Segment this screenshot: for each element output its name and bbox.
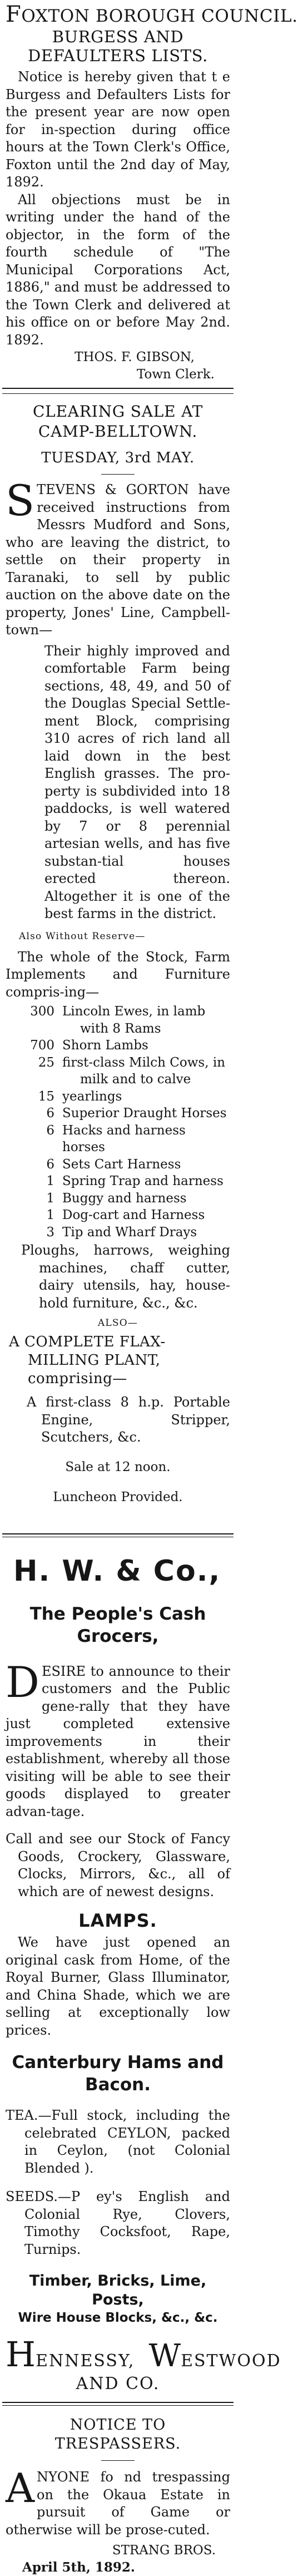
list-item bbox=[6, 1054, 230, 1088]
council-subtitle: BURGESS AND DEFAULTERS LISTS. bbox=[28, 27, 208, 65]
council-title-rest: OXTON BOROUGH COUNCIL. bbox=[21, 6, 298, 26]
stock-count: 15 bbox=[38, 1089, 54, 1104]
sale-farm-description: Their highly improved and comfortable Farm being sections, 48, 49, and 50 of the Douglas Special Settle-ment Block, comprising 310 acres of rich land all laid down in the best English grasses. The pro-perty is subdivided into 18 paddocks, is well watered by 7 or 8 perennial artesian wells, and has five substan-tial houses erected thereon. Altogether it is one of the best farms in the district. bbox=[44, 643, 230, 921]
grocers-call: Call and see our Stock of Fancy Goods, Crockery, Glassware, Clocks, Mirrors, &c., all of which are of newest designs. bbox=[6, 1831, 230, 1899]
sale-flax-items: A first-class 8 h.p. Portable Engine, Stripper, Scutchers, &c. bbox=[27, 1394, 230, 1445]
stock-text: Hacks and harness horses bbox=[62, 1123, 186, 1154]
sale-implements: Ploughs, harrows, weighing machines, chaff cutter, dairy utensils, hay, house-hold furniture, &c., &c. bbox=[21, 1242, 230, 1311]
list-item bbox=[6, 1156, 230, 1173]
trespass-title: NOTICE TO TRESPASSERS. bbox=[54, 2416, 181, 2452]
grocers-ad bbox=[0, 1554, 281, 2399]
sale-stock-list bbox=[6, 1003, 230, 1241]
sale-date: TUESDAY, 3rd MAY. bbox=[41, 450, 195, 466]
grocers-firm-name bbox=[6, 2334, 281, 2399]
council-body-2: All objections must be in writing under the hand of the objector, in the form of the fourth schedule of "The Municipal Corporations Act, 1886," and must be addressed to the Town Clerk and delivered at his office on or before May 2nd. 1892. bbox=[6, 191, 230, 348]
divider bbox=[2, 2405, 234, 2406]
stock-count: 1 bbox=[46, 1208, 54, 1222]
divider bbox=[2, 393, 234, 394]
list-item bbox=[6, 1105, 230, 1122]
list-item bbox=[6, 1207, 230, 1224]
list-item bbox=[6, 1173, 230, 1190]
trespass-signature: STRANG BROS. bbox=[112, 2543, 216, 2558]
trespassers-notice bbox=[0, 2416, 236, 2576]
grocers-company-name: H. W. & Co., bbox=[13, 1554, 221, 1588]
grocers-timber-sub: Wire House Blocks, &c., &c. bbox=[18, 2311, 218, 2325]
trespass-body bbox=[6, 2465, 230, 2539]
stock-text: Spring Trap and harness bbox=[62, 1174, 224, 1188]
grocers-intro-text: ESIRE to announce to their customers and the Public gene-rally that they have just completed extensive improvements in their establishment, whereby all those visiting will be able to see their goods displayed to greater advan-tage. bbox=[6, 1663, 230, 1819]
list-item bbox=[6, 1003, 230, 1037]
list-item bbox=[6, 1190, 230, 1207]
grocers-tagline: The People's Cash Grocers, bbox=[29, 1603, 206, 1646]
stock-count: 25 bbox=[38, 1055, 54, 1070]
stock-text: Dog-cart and Harness bbox=[62, 1208, 205, 1222]
sale-flax-plant: A COMPLETE FLAX-MILLING PLANT, comprising— bbox=[9, 1334, 166, 1387]
grocers-intro bbox=[6, 1657, 230, 1821]
trespass-date: April 5th, 1892. bbox=[22, 2560, 135, 2575]
stock-text: Superior Draught Horses bbox=[62, 1106, 227, 1121]
trespass-dropcap: A bbox=[6, 2465, 34, 2511]
list-item bbox=[6, 1088, 230, 1106]
firm-h-initial: H bbox=[6, 2334, 36, 2375]
stock-count: 6 bbox=[46, 1123, 54, 1138]
divider bbox=[2, 1533, 234, 1534]
sale-intro bbox=[6, 476, 230, 639]
grocers-hams-title: Canterbury Hams and Bacon. bbox=[12, 2052, 224, 2095]
list-item bbox=[6, 1224, 230, 1241]
sale-time: Sale at 12 noon. bbox=[65, 1459, 171, 1474]
sale-stock-intro: The whole of the Stock, Farm Implements and Furniture compris-ing— bbox=[6, 949, 230, 1000]
clearing-sale-ad bbox=[0, 402, 236, 1506]
stock-count: 3 bbox=[46, 1225, 54, 1240]
stock-text: Tip and Wharf Drays bbox=[62, 1225, 197, 1240]
council-body-1: Notice is hereby given that t e Burgess and Defaulters Lists for the present year are now open for in-spection during office hours at the Town Clerk's Office, Foxton until the 2nd day of May, 1892. bbox=[6, 69, 230, 190]
sale-luncheon: Luncheon Provided. bbox=[53, 1489, 183, 1504]
council-signature-title: Town Clerk. bbox=[136, 367, 215, 382]
firm-hennessy: ENNESSY, bbox=[36, 2351, 135, 2371]
foxton-council-notice bbox=[0, 0, 298, 383]
divider bbox=[101, 474, 135, 475]
sale-also: ALSO— bbox=[97, 1317, 138, 1329]
list-item bbox=[6, 1037, 230, 1054]
sale-title: CLEARING SALE AT CAMP-BELLTOWN. bbox=[32, 402, 203, 441]
firm-and-co: AND CO. bbox=[76, 2374, 160, 2394]
stock-text: first-class Milch Cows, in milk and to calve bbox=[62, 1055, 226, 1087]
trespass-body-text: NYONE fo nd trespassing on the Okaua Estate in pursuit of Game or otherwise will be prose-cuted. bbox=[6, 2469, 230, 2538]
council-signature-name: THOS. F. GIBSON, bbox=[74, 350, 195, 364]
stock-count: 300 bbox=[30, 1004, 54, 1019]
council-title-cap: F bbox=[6, 2, 22, 27]
sale-intro-dropcap: S bbox=[6, 476, 35, 525]
council-title bbox=[6, 2, 298, 27]
grocers-timber-title: Timber, Bricks, Lime, Posts, bbox=[29, 2272, 207, 2308]
grocers-intro-dropcap: D bbox=[6, 1657, 39, 1707]
grocers-lamps-title: LAMPS. bbox=[78, 1910, 157, 1931]
sale-intro-text: TEVENS & GORTON have received instructions from Messrs Mudford and Sons, who are leaving the district, to settle on their property in Taranaki, to sell by public auction on the above date on the property, Jones' Line, Campbell-town— bbox=[6, 482, 230, 638]
divider bbox=[101, 2460, 135, 2461]
stock-count: 6 bbox=[46, 1106, 54, 1121]
grocers-seeds: SEEDS.—P ey's English and Colonial Rye, Clovers, Timothy Cocksfoot, Rape, Turnips. bbox=[6, 2189, 230, 2257]
stock-text: Sets Cart Harness bbox=[62, 1157, 181, 1172]
firm-w-initial: W bbox=[148, 2338, 181, 2374]
grocers-lamps-text: We have just opened an original cask from Home, of the Royal Burner, Glass Illuminator, and China Shade, which we are selling at exceptionally low prices. bbox=[6, 1935, 230, 2038]
stock-text: yearlings bbox=[62, 1089, 122, 1104]
stock-count: 6 bbox=[46, 1157, 54, 1172]
divider bbox=[2, 388, 234, 389]
stock-text: Shorn Lambs bbox=[62, 1038, 148, 1053]
stock-count: 1 bbox=[46, 1174, 54, 1188]
firm-line-1 bbox=[6, 2334, 281, 2375]
stock-text: Buggy and harness bbox=[62, 1191, 187, 1206]
grocers-tea: TEA.—Full stock, including the celebrated CEYLON, packed in Ceylon, (not Colonial Blended ). bbox=[6, 2108, 230, 2176]
sale-also-without-reserve: Also Without Reserve— bbox=[19, 930, 146, 942]
divider bbox=[2, 2402, 234, 2403]
stock-count: 1 bbox=[46, 1191, 54, 1206]
firm-westwood: ESTWOOD bbox=[181, 2351, 281, 2371]
stock-text: Lincoln Ewes, in lamb with 8 Rams bbox=[62, 1004, 206, 1036]
stock-count: 700 bbox=[30, 1038, 54, 1053]
list-item bbox=[6, 1122, 230, 1156]
